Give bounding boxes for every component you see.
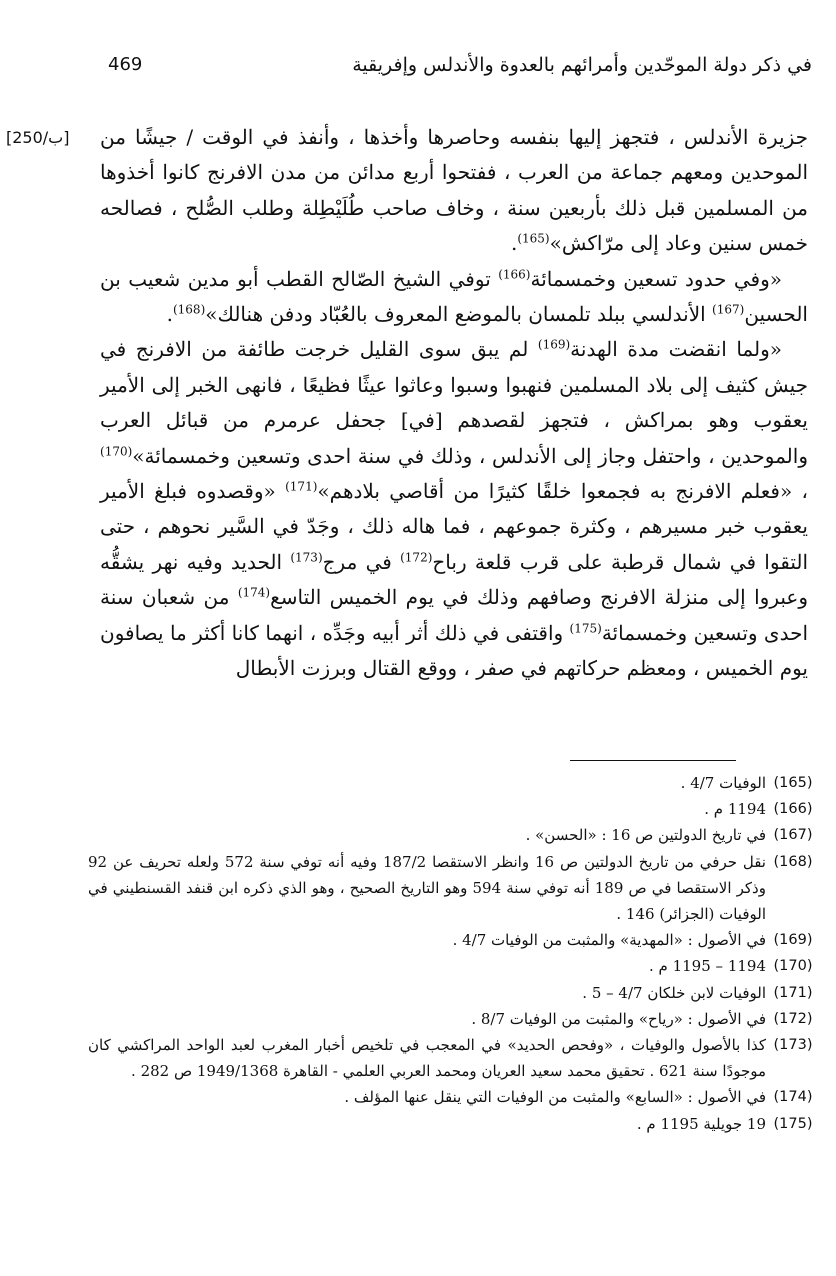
text-run: الأندلسي ببلد تلمسان بالموضع المعروف بالعُبّاد ودفن هنالك»: [205, 302, 713, 327]
footnote-item: [88, 822, 820, 848]
footnote-text: 1194 – 1195 م .: [648, 957, 766, 976]
body-paragraph: [100, 262, 808, 333]
footnote-text: الوفيات لابن خلكان 4/7 – 5 .: [582, 983, 766, 1002]
footnote-reference: (175): [569, 621, 602, 636]
footnote-item: [88, 1111, 820, 1137]
footnote-item: [88, 927, 820, 953]
footnote-item: [88, 980, 820, 1006]
text-run: من شعبان سنة احدى وتسعين وخمسمائة: [100, 585, 809, 645]
page-number: 469: [108, 54, 143, 75]
footnote-text: نقل حرفي من تاريخ الدولتين ص 16 وانظر الاستقصا 187/2 وفيه أنه توفي سنة 572 ولعله تحريف عن 92 وذكر الاستقصا في ص 189 أنه توفي سنة 594 وهو التاريخ الصحيح ، وهو الذي ذكره ابن قنفد القسنطيني في الوفيات (الجزائر) 146 .: [88, 852, 766, 924]
footnote-reference: (169): [537, 337, 571, 352]
footnote-text: الوفيات 4/7 .: [680, 774, 766, 792]
text-run: «وفي حدود تسعين وخمسمائة: [530, 266, 782, 291]
footnote-number: (173): [773, 1037, 813, 1054]
body-paragraph: [100, 332, 808, 686]
footnote-reference: (170): [100, 444, 133, 458]
footnote-number: (175): [773, 1115, 813, 1132]
footnote-reference: (167): [712, 302, 745, 317]
footnote-item: [88, 849, 820, 928]
text-run: جزيرة الأندلس ، فتجهز إليها بنفسه وحاصرها وأخذها ، وأنفذ في الوقت / جيشًا من الموحدين ومعهم جماعة من العرب ، ففتحوا أربع مدائن من مدن الافرنج كانوا أخذوها من المسلمين قبل ذلك بأربعين سنة ، وخاف صاحب طُلَيْطِلة وطلب الصُّلح ، فصالحه خمس سنين وعاد إلى مرّاكش»: [100, 125, 808, 256]
text-run: .: [166, 302, 173, 327]
footnote-item: [88, 770, 820, 796]
footnote-number: (167): [773, 827, 813, 844]
text-run: الحديد وفيه نهر يشقُّه وعبروا إلى منزلة الافرنج وصافهم وذلك في يوم الخميس التاسع: [100, 549, 808, 610]
footnote-item: [88, 1032, 820, 1084]
text-run: واقتفى في ذلك أثر أبيه وجَدِّه ، انهما كانا أكثر ما يصافون يوم الخميس ، ومعظم حركاتهم في صفر ، ووقع القتال وبرزت الأبطال: [100, 620, 808, 681]
footnote-number: (174): [773, 1089, 813, 1106]
footnote-reference: (168): [172, 302, 206, 317]
footnote-number: (170): [773, 958, 813, 975]
footnote-item: [88, 953, 820, 979]
footnote-number: (166): [773, 801, 813, 818]
footnote-reference: (173): [290, 550, 323, 565]
footnote-text: 1194 م .: [704, 800, 766, 819]
footnote-reference: (171): [285, 479, 318, 494]
body-paragraph: [100, 120, 808, 262]
margin-folio-reference: [250/ب]: [6, 128, 70, 147]
footnote-number: (165): [773, 775, 813, 791]
running-title: في ذكر دولة الموحّدين وأمرائهم بالعدوة والأندلس وإفريقية: [352, 54, 812, 76]
text-run: ، «فعلم الافرنج به فجمعوا خلقًا كثيرًا من أقاصي بلادهم»: [317, 479, 808, 504]
text-run: .: [510, 231, 518, 256]
footnote-text: في الأصول : «المهدية» والمثبت من الوفيات 4/7 .: [452, 931, 766, 950]
footnote-reference: (174): [237, 585, 271, 600]
footnote-number: (169): [773, 932, 813, 949]
footnote-text: في الأصول : «رياح» والمثبت من الوفيات 8/7 .: [471, 1009, 766, 1028]
footnote-text: في تاريخ الدولتين ص 16 : «الحسن» .: [525, 826, 766, 845]
footnote-separator-rule: [570, 760, 736, 761]
text-run: لم يبق سوى القليل خرجت طائفة من الافرنج في جيش كثيف إلى بلاد المسلمين فنهبوا وسبوا وعاثوا عيثًا فظيعًا ، فانهى الخبر إلى الأمير يعقوب وهو بمراكش ، فتجهز لقصدهم [في] جحفل عرمرم من قبائل العرب والموحدين ، واحتفل وجاز إلى الأندلس ، وذلك في سنة احدى وتسعين وخمسمائة»: [100, 337, 808, 468]
footnote-number: (171): [773, 984, 813, 1001]
text-run: «وقصدوه فبلغ الأمير يعقوب خبر مسيرهم ، وكثرة جموعهم ، فما هاله ذلك ، وجَدّ في السَّير نحوهم ، حتى التقوا في شمال قرطبة على قرب قلعة رباح: [100, 479, 808, 574]
text-run: «ولما انقضت مدة الهدنة: [570, 337, 782, 362]
footnote-item: [88, 796, 820, 822]
main-text: [100, 120, 808, 687]
footnote-text: كذا بالأصول والوفيات ، «وفحص الحديد» في المعجب في تلخيص أخبار المغرب لعبد الواحد المراكشي كان موجودًا سنة 621 . تحقيق محمد سعيد العريان ومحمد العربي العلمي - القاهرة 1949/1368 ص 282 .: [88, 1036, 766, 1081]
footnotes: [88, 770, 820, 1137]
footnote-reference: (172): [400, 550, 433, 565]
footnote-reference: (165): [517, 231, 550, 246]
footnote-text: 19 جويلية 1195 م .: [636, 1114, 766, 1133]
footnote-reference: (166): [498, 266, 531, 281]
footnote-item: [88, 1084, 820, 1110]
text-run: في مرج: [322, 549, 401, 574]
text-run: توفي الشيخ الصّالح القطب أبو مدين شعيب بن الحسين: [100, 266, 808, 327]
footnote-item: [88, 1006, 820, 1032]
footnote-number: (168): [773, 853, 813, 870]
footnote-number: (172): [773, 1010, 813, 1027]
footnote-text: في الأصول : «السابع» والمثبت من الوفيات التي ينقل عنها المؤلف .: [344, 1088, 766, 1107]
running-header: [108, 50, 812, 90]
